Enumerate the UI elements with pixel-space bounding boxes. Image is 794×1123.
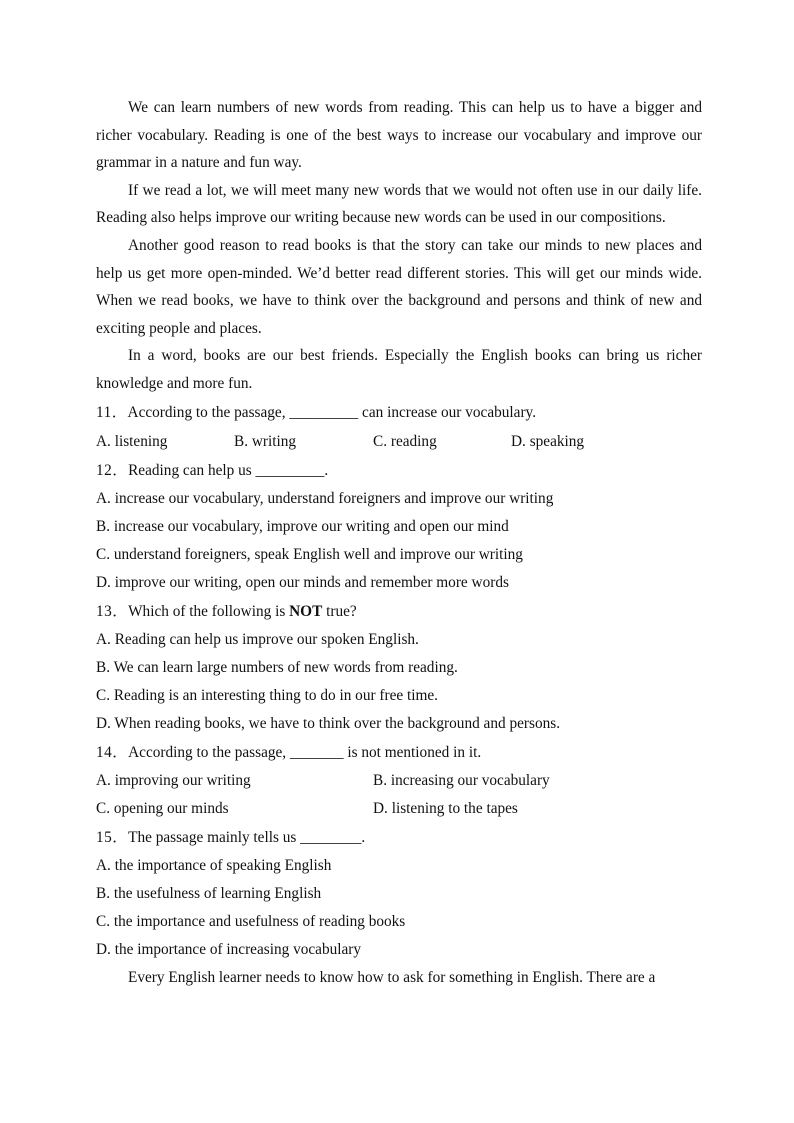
- option-a: A. listening: [96, 432, 168, 450]
- option-b: B. the usefulness of learning English: [96, 884, 322, 902]
- question-text: According to the passage, _________ can increase our vocabulary.: [127, 403, 537, 421]
- question-13: [96, 597, 702, 626]
- question-number: 12．: [96, 461, 129, 479]
- question-text-emphasis: NOT: [289, 602, 323, 620]
- question-15: [96, 823, 702, 852]
- document-content: [96, 94, 702, 991]
- question-number: 13．: [96, 602, 129, 620]
- question-text-after: true?: [322, 602, 357, 620]
- option-c: C. reading: [373, 432, 437, 450]
- question-14-options-row-1: [96, 767, 702, 795]
- option-c: C. Reading is an interesting thing to do in our free time.: [96, 686, 438, 704]
- question-text-before: Which of the following is: [128, 602, 290, 620]
- option-b: B. increasing our vocabulary: [373, 771, 550, 789]
- question-14: [96, 738, 702, 767]
- option-a: A. increase our vocabulary, understand foreigners and improve our writing: [96, 489, 554, 507]
- option-a: A. Reading can help us improve our spoken English.: [96, 630, 419, 648]
- passage-paragraph-4: In a word, books are our best friends. Especially the English books can bring us richer knowledge and more fun.: [96, 347, 702, 392]
- passage-paragraph-2: If we read a lot, we will meet many new words that we would not often use in our daily life. Reading also helps improve our writing because new words can be used in our compositions.: [96, 181, 702, 227]
- option-a: A. the importance of speaking English: [96, 856, 332, 874]
- question-number: 11．: [96, 403, 128, 421]
- next-passage-start: Every English learner needs to know how to ask for something in English. There are a: [128, 968, 656, 986]
- option-d: D. the importance of increasing vocabulary: [96, 940, 362, 958]
- passage-paragraph-1: We can learn numbers of new words from reading. This can help us to have a bigger and richer vocabulary. Reading is one of the best ways to increase our vocabulary and improve our grammar in a nature and fun way.: [96, 99, 702, 172]
- question-11-options: [96, 427, 702, 456]
- option-d: D. When reading books, we have to think over the background and persons.: [96, 714, 561, 732]
- option-d: D. listening to the tapes: [373, 799, 518, 817]
- question-11: [96, 398, 702, 427]
- option-b: B. increase our vocabulary, improve our writing and open our mind: [96, 517, 509, 535]
- passage-paragraph-3: Another good reason to read books is that the story can take our minds to new places and help us get more open-minded. We’d better read different stories. This will get our minds wide. When we read books, we have to think over the background and persons and think of new and exciting people and places.: [96, 236, 702, 337]
- option-c: C. the importance and usefulness of reading books: [96, 912, 406, 930]
- option-b: B. We can learn large numbers of new words from reading.: [96, 658, 458, 676]
- option-b: B. writing: [234, 432, 297, 450]
- question-text: The passage mainly tells us ________.: [128, 828, 366, 846]
- option-d: D. improve our writing, open our minds and remember more words: [96, 573, 509, 591]
- question-14-options-row-2: [96, 795, 702, 823]
- question-number: 15．: [96, 828, 129, 846]
- option-c: C. understand foreigners, speak English well and improve our writing: [96, 545, 523, 563]
- question-text: Reading can help us _________.: [128, 461, 329, 479]
- option-c: C. opening our minds: [96, 799, 229, 817]
- question-12: [96, 456, 702, 485]
- option-a: A. improving our writing: [96, 771, 251, 789]
- question-text: According to the passage, _______ is not mentioned in it.: [128, 743, 482, 761]
- question-number: 14．: [96, 743, 129, 761]
- option-d: D. speaking: [511, 432, 585, 450]
